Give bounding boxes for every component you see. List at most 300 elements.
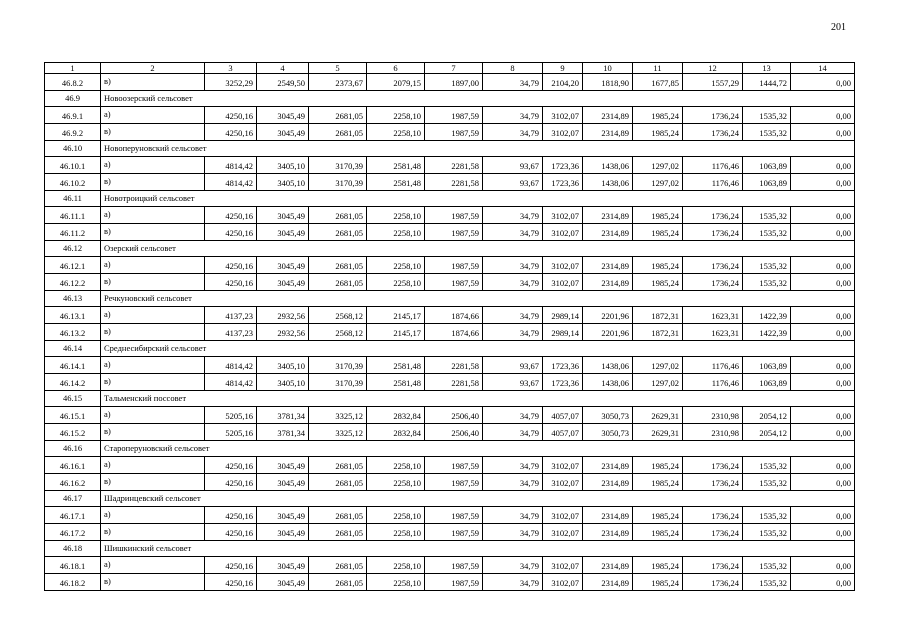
value-cell: 1987,59 xyxy=(425,457,483,474)
value-cell: 2314,89 xyxy=(583,207,633,224)
value-cell: 3102,07 xyxy=(543,507,583,524)
value-cell: 1736,24 xyxy=(683,124,743,141)
row-id: 46.13 xyxy=(45,291,101,307)
value-cell: 3045,49 xyxy=(257,207,309,224)
value-cell: 0,00 xyxy=(791,207,855,224)
value-cell: 0,00 xyxy=(791,174,855,191)
row-id: 46.10.2 xyxy=(45,174,101,191)
table-row xyxy=(45,557,855,574)
group-header-row xyxy=(45,141,855,157)
column-header: 5 xyxy=(309,63,367,74)
value-cell: 3045,49 xyxy=(257,507,309,524)
value-cell: 2681,05 xyxy=(309,257,367,274)
table-row xyxy=(45,324,855,341)
value-cell: 2310,98 xyxy=(683,424,743,441)
value-cell: 1176,46 xyxy=(683,374,743,391)
value-cell: 2281,58 xyxy=(425,357,483,374)
value-cell: 3102,07 xyxy=(543,524,583,541)
value-cell: 1422,39 xyxy=(743,324,791,341)
value-cell: 3405,10 xyxy=(257,157,309,174)
group-header-row xyxy=(45,341,855,357)
row-id: 46.15.1 xyxy=(45,407,101,424)
value-cell: 1535,32 xyxy=(743,557,791,574)
value-cell: 3252,29 xyxy=(205,74,257,91)
value-cell: 1677,85 xyxy=(633,74,683,91)
row-id: 46.12.1 xyxy=(45,257,101,274)
row-id: 46.18.2 xyxy=(45,574,101,591)
value-cell: 1985,24 xyxy=(633,107,683,124)
value-cell: 1438,06 xyxy=(583,174,633,191)
row-subtype: а) xyxy=(101,157,205,174)
value-cell: 3405,10 xyxy=(257,374,309,391)
value-cell: 3102,07 xyxy=(543,457,583,474)
value-cell: 2258,10 xyxy=(367,557,425,574)
value-cell: 1422,39 xyxy=(743,307,791,324)
value-cell: 3102,07 xyxy=(543,574,583,591)
value-cell: 2258,10 xyxy=(367,224,425,241)
value-cell: 1818,90 xyxy=(583,74,633,91)
value-cell: 0,00 xyxy=(791,107,855,124)
row-id: 46.17.1 xyxy=(45,507,101,524)
value-cell: 0,00 xyxy=(791,74,855,91)
value-cell: 4137,23 xyxy=(205,307,257,324)
value-cell: 1535,32 xyxy=(743,457,791,474)
value-cell: 0,00 xyxy=(791,374,855,391)
value-cell: 1987,59 xyxy=(425,257,483,274)
value-cell: 1063,89 xyxy=(743,357,791,374)
value-cell: 1297,02 xyxy=(633,174,683,191)
value-cell: 3045,49 xyxy=(257,124,309,141)
value-cell: 34,79 xyxy=(483,407,543,424)
settlement-name: Тальменский поссовет xyxy=(101,391,855,407)
value-cell: 34,79 xyxy=(483,457,543,474)
group-header-row xyxy=(45,541,855,557)
settlement-name: Речкуновский сельсовет xyxy=(101,291,855,307)
value-cell: 1063,89 xyxy=(743,157,791,174)
table-row xyxy=(45,107,855,124)
value-cell: 1987,59 xyxy=(425,124,483,141)
value-cell: 1985,24 xyxy=(633,224,683,241)
value-cell: 1438,06 xyxy=(583,357,633,374)
table-row xyxy=(45,174,855,191)
row-id: 46.18 xyxy=(45,541,101,557)
value-cell: 1557,29 xyxy=(683,74,743,91)
value-cell: 2581,48 xyxy=(367,374,425,391)
value-cell: 1535,32 xyxy=(743,224,791,241)
value-cell: 3102,07 xyxy=(543,557,583,574)
value-cell: 1985,24 xyxy=(633,474,683,491)
value-cell: 2258,10 xyxy=(367,457,425,474)
value-cell: 3045,49 xyxy=(257,457,309,474)
value-cell: 1987,59 xyxy=(425,107,483,124)
value-cell: 1535,32 xyxy=(743,474,791,491)
row-id: 46.13.1 xyxy=(45,307,101,324)
row-id: 46.17.2 xyxy=(45,524,101,541)
value-cell: 34,79 xyxy=(483,207,543,224)
value-cell: 3781,34 xyxy=(257,407,309,424)
row-id: 46.14.2 xyxy=(45,374,101,391)
value-cell: 1985,24 xyxy=(633,274,683,291)
value-cell: 3102,07 xyxy=(543,274,583,291)
value-cell: 93,67 xyxy=(483,157,543,174)
value-cell: 1723,36 xyxy=(543,357,583,374)
value-cell: 2054,12 xyxy=(743,424,791,441)
value-cell: 3050,73 xyxy=(583,407,633,424)
row-id: 46.16.1 xyxy=(45,457,101,474)
value-cell: 2314,89 xyxy=(583,557,633,574)
row-id: 46.16 xyxy=(45,441,101,457)
value-cell: 1872,31 xyxy=(633,324,683,341)
value-cell: 0,00 xyxy=(791,507,855,524)
value-cell: 2314,89 xyxy=(583,457,633,474)
value-cell: 2832,84 xyxy=(367,424,425,441)
table-row xyxy=(45,274,855,291)
settlement-name: Новотроицкий сельсовет xyxy=(101,191,855,207)
table-row xyxy=(45,124,855,141)
row-id: 46.12.2 xyxy=(45,274,101,291)
row-id: 46.10.1 xyxy=(45,157,101,174)
value-cell: 1874,66 xyxy=(425,307,483,324)
value-cell: 2258,10 xyxy=(367,107,425,124)
value-cell: 0,00 xyxy=(791,157,855,174)
value-cell: 0,00 xyxy=(791,474,855,491)
value-cell: 2258,10 xyxy=(367,574,425,591)
row-subtype: а) xyxy=(101,357,205,374)
value-cell: 3050,73 xyxy=(583,424,633,441)
value-cell: 2258,10 xyxy=(367,207,425,224)
value-cell: 3045,49 xyxy=(257,524,309,541)
row-id: 46.11 xyxy=(45,191,101,207)
group-header-row xyxy=(45,191,855,207)
value-cell: 2681,05 xyxy=(309,274,367,291)
value-cell: 34,79 xyxy=(483,324,543,341)
value-cell: 4250,16 xyxy=(205,257,257,274)
value-cell: 2549,50 xyxy=(257,74,309,91)
table-row xyxy=(45,524,855,541)
value-cell: 1063,89 xyxy=(743,174,791,191)
row-id: 46.13.2 xyxy=(45,324,101,341)
value-cell: 2681,05 xyxy=(309,457,367,474)
value-cell: 2932,56 xyxy=(257,324,309,341)
value-cell: 0,00 xyxy=(791,224,855,241)
value-cell: 1736,24 xyxy=(683,107,743,124)
value-cell: 1063,89 xyxy=(743,374,791,391)
value-cell: 2258,10 xyxy=(367,257,425,274)
value-cell: 1985,24 xyxy=(633,524,683,541)
value-cell: 1987,59 xyxy=(425,224,483,241)
value-cell: 2681,05 xyxy=(309,207,367,224)
settlement-name: Шадринцевский сельсовет xyxy=(101,491,855,507)
value-cell: 2681,05 xyxy=(309,574,367,591)
value-cell: 3325,12 xyxy=(309,407,367,424)
column-header: 9 xyxy=(543,63,583,74)
table-row xyxy=(45,224,855,241)
settlement-name: Новоозерский сельсовет xyxy=(101,91,855,107)
value-cell: 3405,10 xyxy=(257,357,309,374)
value-cell: 4814,42 xyxy=(205,157,257,174)
tariff-table xyxy=(44,62,855,591)
value-cell: 2314,89 xyxy=(583,224,633,241)
value-cell: 4250,16 xyxy=(205,107,257,124)
row-subtype: в) xyxy=(101,424,205,441)
value-cell: 2258,10 xyxy=(367,474,425,491)
value-cell: 1535,32 xyxy=(743,257,791,274)
settlement-name: Озерский сельсовет xyxy=(101,241,855,257)
column-header: 7 xyxy=(425,63,483,74)
value-cell: 2568,12 xyxy=(309,324,367,341)
value-cell: 4250,16 xyxy=(205,524,257,541)
column-header: 4 xyxy=(257,63,309,74)
value-cell: 0,00 xyxy=(791,424,855,441)
row-id: 46.18.1 xyxy=(45,557,101,574)
value-cell: 3045,49 xyxy=(257,557,309,574)
value-cell: 1985,24 xyxy=(633,124,683,141)
value-cell: 2681,05 xyxy=(309,224,367,241)
row-id: 46.11.1 xyxy=(45,207,101,224)
column-header: 13 xyxy=(743,63,791,74)
value-cell: 2079,15 xyxy=(367,74,425,91)
value-cell: 2568,12 xyxy=(309,307,367,324)
value-cell: 34,79 xyxy=(483,524,543,541)
value-cell: 1736,24 xyxy=(683,207,743,224)
value-cell: 2681,05 xyxy=(309,124,367,141)
table-row xyxy=(45,424,855,441)
column-header: 11 xyxy=(633,63,683,74)
value-cell: 1985,24 xyxy=(633,457,683,474)
value-cell: 1736,24 xyxy=(683,524,743,541)
value-cell: 34,79 xyxy=(483,574,543,591)
row-id: 46.9 xyxy=(45,91,101,107)
value-cell: 1723,36 xyxy=(543,157,583,174)
row-id: 46.17 xyxy=(45,491,101,507)
value-cell: 3102,07 xyxy=(543,124,583,141)
row-subtype: в) xyxy=(101,524,205,541)
value-cell: 4250,16 xyxy=(205,574,257,591)
page-number: 201 xyxy=(831,22,846,33)
table-row xyxy=(45,374,855,391)
value-cell: 2258,10 xyxy=(367,124,425,141)
value-cell: 1535,32 xyxy=(743,107,791,124)
row-id: 46.11.2 xyxy=(45,224,101,241)
value-cell: 2681,05 xyxy=(309,524,367,541)
value-cell: 4814,42 xyxy=(205,374,257,391)
value-cell: 3102,07 xyxy=(543,257,583,274)
value-cell: 2629,31 xyxy=(633,407,683,424)
value-cell: 2681,05 xyxy=(309,557,367,574)
value-cell: 3045,49 xyxy=(257,574,309,591)
value-cell: 1985,24 xyxy=(633,557,683,574)
value-cell: 3781,34 xyxy=(257,424,309,441)
value-cell: 4250,16 xyxy=(205,224,257,241)
value-cell: 4250,16 xyxy=(205,207,257,224)
value-cell: 2506,40 xyxy=(425,424,483,441)
value-cell: 1297,02 xyxy=(633,357,683,374)
value-cell: 2373,67 xyxy=(309,74,367,91)
value-cell: 1176,46 xyxy=(683,357,743,374)
value-cell: 2258,10 xyxy=(367,524,425,541)
table-row xyxy=(45,357,855,374)
value-cell: 34,79 xyxy=(483,124,543,141)
table-row xyxy=(45,507,855,524)
value-cell: 1723,36 xyxy=(543,174,583,191)
value-cell: 3170,39 xyxy=(309,174,367,191)
group-header-row xyxy=(45,291,855,307)
table-row xyxy=(45,207,855,224)
value-cell: 4057,07 xyxy=(543,407,583,424)
value-cell: 3170,39 xyxy=(309,157,367,174)
value-cell: 1535,32 xyxy=(743,274,791,291)
value-cell: 2989,14 xyxy=(543,307,583,324)
value-cell: 2581,48 xyxy=(367,357,425,374)
value-cell: 1176,46 xyxy=(683,174,743,191)
row-subtype: в) xyxy=(101,224,205,241)
value-cell: 2258,10 xyxy=(367,507,425,524)
value-cell: 3170,39 xyxy=(309,374,367,391)
value-cell: 3045,49 xyxy=(257,274,309,291)
value-cell: 93,67 xyxy=(483,357,543,374)
row-id: 46.9.1 xyxy=(45,107,101,124)
value-cell: 2281,58 xyxy=(425,174,483,191)
value-cell: 2681,05 xyxy=(309,474,367,491)
row-subtype: в) xyxy=(101,124,205,141)
value-cell: 1736,24 xyxy=(683,474,743,491)
row-subtype: а) xyxy=(101,107,205,124)
value-cell: 3170,39 xyxy=(309,357,367,374)
row-subtype: а) xyxy=(101,207,205,224)
value-cell: 2314,89 xyxy=(583,124,633,141)
value-cell: 1987,59 xyxy=(425,574,483,591)
table-row xyxy=(45,474,855,491)
value-cell: 4250,16 xyxy=(205,124,257,141)
value-cell: 1985,24 xyxy=(633,257,683,274)
value-cell: 1297,02 xyxy=(633,374,683,391)
value-cell: 3045,49 xyxy=(257,224,309,241)
value-cell: 3405,10 xyxy=(257,174,309,191)
value-cell: 3102,07 xyxy=(543,474,583,491)
value-cell: 2281,58 xyxy=(425,374,483,391)
settlement-name: Новоперуновский сельсовет xyxy=(101,141,855,157)
value-cell: 2506,40 xyxy=(425,407,483,424)
value-cell: 1736,24 xyxy=(683,274,743,291)
group-header-row xyxy=(45,241,855,257)
value-cell: 4137,23 xyxy=(205,324,257,341)
row-subtype: а) xyxy=(101,407,205,424)
value-cell: 1987,59 xyxy=(425,507,483,524)
value-cell: 3045,49 xyxy=(257,474,309,491)
row-id: 46.9.2 xyxy=(45,124,101,141)
column-header: 12 xyxy=(683,63,743,74)
row-subtype: а) xyxy=(101,557,205,574)
row-subtype: в) xyxy=(101,74,205,91)
value-cell: 34,79 xyxy=(483,274,543,291)
value-cell: 0,00 xyxy=(791,274,855,291)
value-cell: 34,79 xyxy=(483,74,543,91)
value-cell: 1897,00 xyxy=(425,74,483,91)
table-row xyxy=(45,74,855,91)
group-header-row xyxy=(45,91,855,107)
column-header: 8 xyxy=(483,63,543,74)
value-cell: 4250,16 xyxy=(205,474,257,491)
value-cell: 4250,16 xyxy=(205,507,257,524)
value-cell: 2681,05 xyxy=(309,507,367,524)
column-number-row xyxy=(45,63,855,74)
value-cell: 2314,89 xyxy=(583,507,633,524)
table-row xyxy=(45,407,855,424)
group-header-row xyxy=(45,441,855,457)
column-header: 14 xyxy=(791,63,855,74)
value-cell: 1438,06 xyxy=(583,374,633,391)
value-cell: 34,79 xyxy=(483,474,543,491)
row-subtype: а) xyxy=(101,307,205,324)
table-row xyxy=(45,574,855,591)
value-cell: 1723,36 xyxy=(543,374,583,391)
value-cell: 1438,06 xyxy=(583,157,633,174)
value-cell: 2629,31 xyxy=(633,424,683,441)
table-row xyxy=(45,257,855,274)
value-cell: 1874,66 xyxy=(425,324,483,341)
value-cell: 2581,48 xyxy=(367,157,425,174)
value-cell: 4057,07 xyxy=(543,424,583,441)
value-cell: 2989,14 xyxy=(543,324,583,341)
row-id: 46.8.2 xyxy=(45,74,101,91)
value-cell: 1736,24 xyxy=(683,574,743,591)
row-id: 46.15.2 xyxy=(45,424,101,441)
value-cell: 2310,98 xyxy=(683,407,743,424)
settlement-name: Среднесибирский сельсовет xyxy=(101,341,855,357)
value-cell: 1736,24 xyxy=(683,507,743,524)
value-cell: 2932,56 xyxy=(257,307,309,324)
value-cell: 4814,42 xyxy=(205,174,257,191)
value-cell: 2314,89 xyxy=(583,107,633,124)
value-cell: 1987,59 xyxy=(425,557,483,574)
row-id: 46.15 xyxy=(45,391,101,407)
value-cell: 4250,16 xyxy=(205,557,257,574)
value-cell: 3325,12 xyxy=(309,424,367,441)
settlement-name: Шишкинский сельсовет xyxy=(101,541,855,557)
value-cell: 0,00 xyxy=(791,524,855,541)
value-cell: 2314,89 xyxy=(583,524,633,541)
value-cell: 2201,96 xyxy=(583,324,633,341)
row-subtype: в) xyxy=(101,274,205,291)
value-cell: 34,79 xyxy=(483,257,543,274)
row-id: 46.16.2 xyxy=(45,474,101,491)
value-cell: 0,00 xyxy=(791,307,855,324)
row-subtype: в) xyxy=(101,324,205,341)
table-row xyxy=(45,457,855,474)
value-cell: 2145,17 xyxy=(367,324,425,341)
value-cell: 1985,24 xyxy=(633,507,683,524)
value-cell: 1872,31 xyxy=(633,307,683,324)
value-cell: 1535,32 xyxy=(743,524,791,541)
value-cell: 4250,16 xyxy=(205,274,257,291)
value-cell: 1987,59 xyxy=(425,524,483,541)
value-cell: 3102,07 xyxy=(543,207,583,224)
value-cell: 0,00 xyxy=(791,357,855,374)
value-cell: 3045,49 xyxy=(257,257,309,274)
row-id: 46.10 xyxy=(45,141,101,157)
value-cell: 93,67 xyxy=(483,174,543,191)
settlement-name: Староперуновский сельсовет xyxy=(101,441,855,457)
value-cell: 1736,24 xyxy=(683,557,743,574)
value-cell: 0,00 xyxy=(791,257,855,274)
value-cell: 1535,32 xyxy=(743,507,791,524)
value-cell: 34,79 xyxy=(483,307,543,324)
value-cell: 2201,96 xyxy=(583,307,633,324)
value-cell: 5205,16 xyxy=(205,424,257,441)
row-subtype: а) xyxy=(101,457,205,474)
value-cell: 2145,17 xyxy=(367,307,425,324)
value-cell: 2054,12 xyxy=(743,407,791,424)
